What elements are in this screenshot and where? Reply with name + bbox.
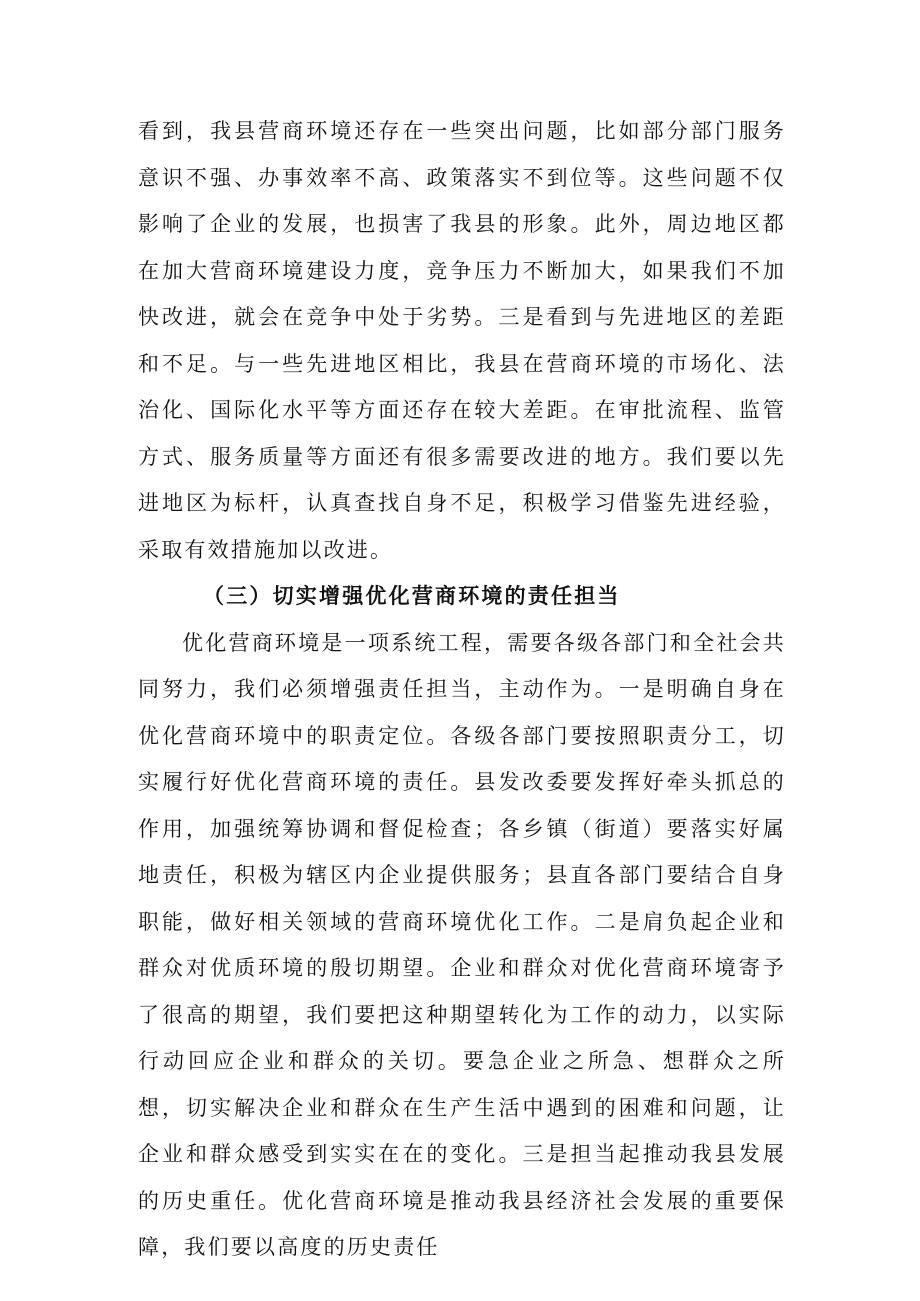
body-paragraph-continued: 看到，我县营商环境还存在一些突出问题，比如部分部门服务意识不强、办事效率不高、政策落实不到位等。这些问题不仅影响了企业的发展，也损害了我县的形象。此外，周边地区都在加大营商环境建设力度，竞争压力不断加大，如果我们不加快改进，就会在竞争中处于劣势。三是看到与先进地区的差距和不足。与一些先进地区相比，我县在营商环境的市场化、法治化、国际化水平等方面还存在较大差距。在审批流程、监管方式、服务质量等方面还有很多需要改进的地方。我们要以先进地区为标杆，认真查找自身不足，积极学习借鉴先进经验，采取有效措施加以改进。	[138, 119, 786, 562]
section-heading: （三）切实增强优化营商环境的责任担当	[203, 584, 621, 608]
document-page	[138, 108, 786, 1271]
body-paragraph: 优化营商环境是一项系统工程，需要各级各部门和全社会共同努力，我们必须增强责任担当，主动作为。一是明确自身在优化营商环境中的职责定位。各级各部门要按照职责分工，切实履行好优化营商环境的责任。县发改委要发挥好牵头抓总的作用，加强统筹协调和督促检查；各乡镇（街道）要落实好属地责任，积极为辖区内企业提供服务；县直各部门要结合自身职能，做好相关领域的营商环境优化工作。二是肩负起企业和群众对优质环境的殷切期望。企业和群众对优化营商环境寄予了很高的期望，我们要把这种期望转化为工作的动力，以实际行动回应企业和群众的关切。要急企业之所急、想群众之所想，切实解决企业和群众在生产生活中遇到的困难和问题，让企业和群众感受到实实在在的变化。三是担当起推动我县发展的历史重任。优化营商环境是推动我县经济社会发展的重要保障，我们要以高度的历史责任	[138, 630, 786, 1259]
